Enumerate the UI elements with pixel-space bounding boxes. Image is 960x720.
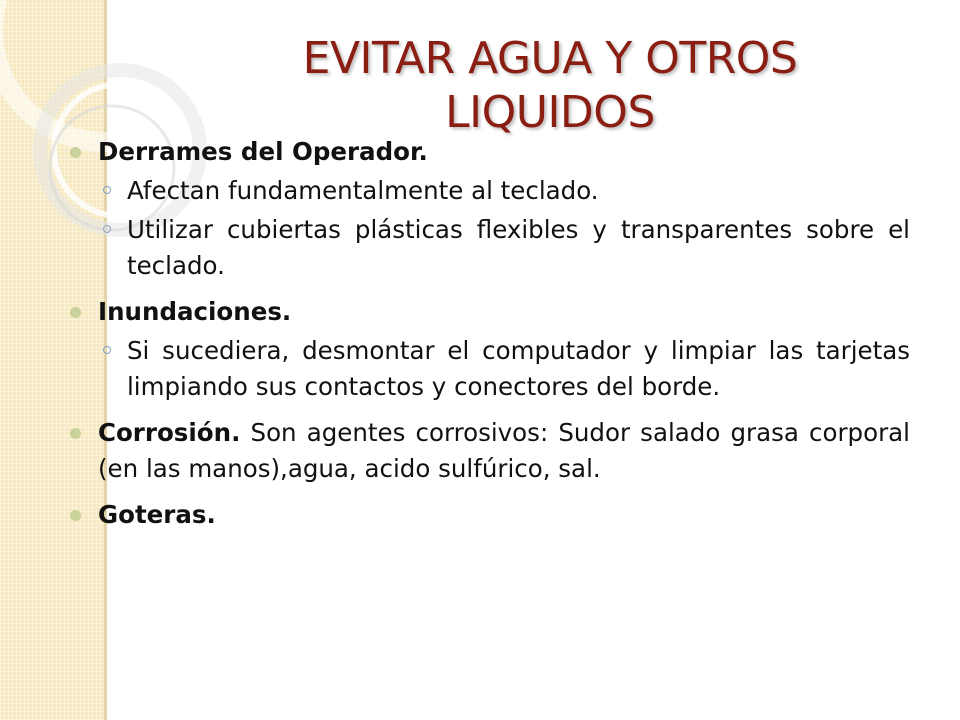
list-item xyxy=(70,497,910,533)
list-item xyxy=(70,134,910,170)
sub-list-item xyxy=(70,333,910,405)
bullet-icon xyxy=(70,510,81,521)
bullet-icon xyxy=(70,428,81,439)
sub-list-item xyxy=(70,173,910,209)
item-heading: Derrames del Operador. xyxy=(98,137,428,166)
list-item xyxy=(70,294,910,330)
page-title: EVITAR AGUA Y OTROS LIQUIDOS xyxy=(302,33,798,138)
sub-bullet-icon xyxy=(103,225,111,233)
item-heading: Goteras. xyxy=(98,500,216,529)
bullet-list xyxy=(70,134,910,533)
sub-list-item xyxy=(70,212,910,284)
item-text: Son agentes corrosivos: Sudor salado grasa corporal (en las manos),agua, acido sulfúrico, sal. xyxy=(98,418,910,483)
bullet-icon xyxy=(70,147,81,158)
sub-item-text: Utilizar cubiertas plásticas flexibles y transparentes sobre el teclado. xyxy=(127,215,910,280)
sub-bullet-icon xyxy=(103,346,111,354)
list-item xyxy=(70,415,910,487)
item-heading: Inundaciones. xyxy=(98,297,292,326)
sub-item-text: Afectan fundamentalmente al teclado. xyxy=(127,176,599,205)
sub-bullet-icon xyxy=(103,186,111,194)
item-heading: Corrosión. xyxy=(98,418,241,447)
bullet-icon xyxy=(70,307,81,318)
sub-item-text: Si sucediera, desmontar el computador y limpiar las tarjetas limpiando sus contactos y conectores del borde. xyxy=(127,336,910,401)
